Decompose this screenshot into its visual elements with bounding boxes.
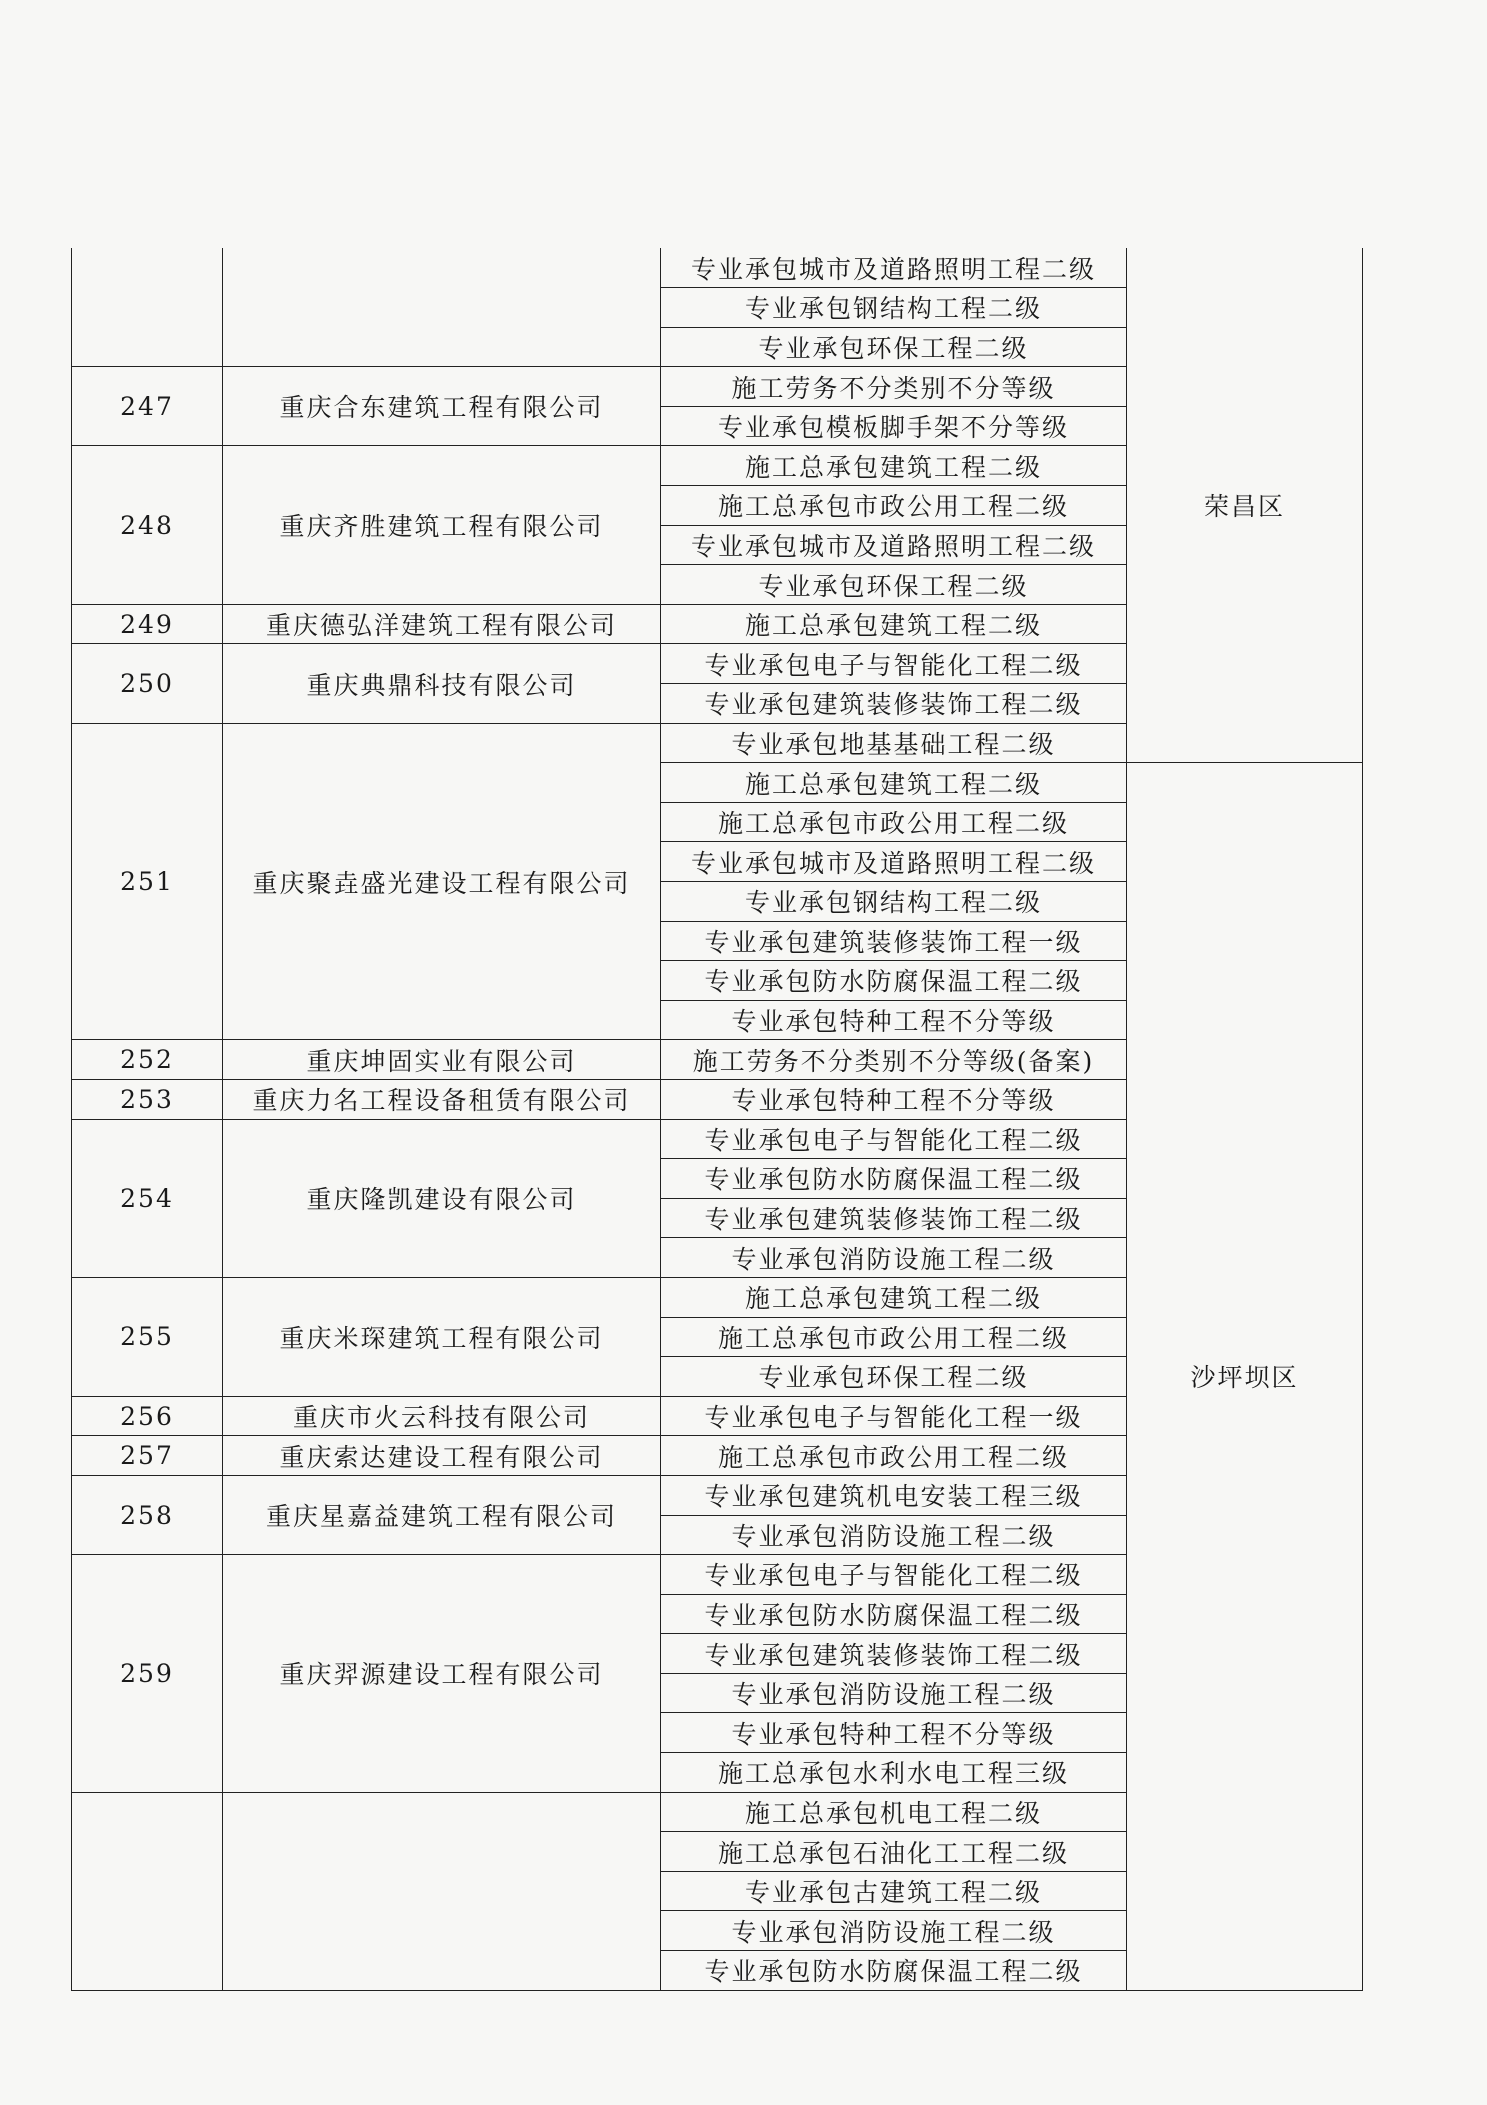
qualification-cell: 专业承包防水防腐保温工程二级 bbox=[661, 1951, 1127, 1991]
company-name-cell: 重庆星嘉益建筑工程有限公司 bbox=[223, 1475, 661, 1554]
serial-number-cell: 247 bbox=[72, 367, 223, 446]
serial-number-cell: 256 bbox=[72, 1396, 223, 1436]
qualification-cell: 专业承包特种工程不分等级 bbox=[661, 1713, 1127, 1753]
qualification-cell: 专业承包建筑装修装饰工程一级 bbox=[661, 921, 1127, 961]
serial-number-cell: 259 bbox=[72, 1555, 223, 1793]
qualification-cell: 专业承包建筑装修装饰工程二级 bbox=[661, 1634, 1127, 1674]
qualification-cell: 专业承包建筑装修装饰工程二级 bbox=[661, 1198, 1127, 1238]
company-name-cell: 重庆力名工程设备租赁有限公司 bbox=[223, 1079, 661, 1119]
qualification-cell: 专业承包电子与智能化工程一级 bbox=[661, 1396, 1127, 1436]
qualification-cell: 专业承包城市及道路照明工程二级 bbox=[661, 248, 1127, 288]
qualification-cell: 专业承包防水防腐保温工程二级 bbox=[661, 1159, 1127, 1199]
serial-number-cell: 253 bbox=[72, 1079, 223, 1119]
qualification-cell: 专业承包环保工程二级 bbox=[661, 327, 1127, 367]
serial-number-cell: 254 bbox=[72, 1119, 223, 1277]
district-cell: 荣昌区 bbox=[1127, 248, 1363, 763]
company-name-cell: 重庆合东建筑工程有限公司 bbox=[223, 367, 661, 446]
qualification-cell: 施工总承包建筑工程二级 bbox=[661, 763, 1127, 803]
qualification-cell: 专业承包消防设施工程二级 bbox=[661, 1515, 1127, 1555]
district-cell: 沙坪坝区 bbox=[1127, 763, 1363, 1990]
qualification-cell: 专业承包消防设施工程二级 bbox=[661, 1911, 1127, 1951]
table-body bbox=[72, 248, 1363, 1990]
qualification-cell: 施工总承包水利水电工程三级 bbox=[661, 1753, 1127, 1793]
qualification-cell: 施工总承包机电工程二级 bbox=[661, 1792, 1127, 1832]
serial-number-cell: 258 bbox=[72, 1475, 223, 1554]
company-name-cell: 重庆坤固实业有限公司 bbox=[223, 1040, 661, 1080]
qualification-cell: 专业承包钢结构工程二级 bbox=[661, 882, 1127, 922]
qualification-cell: 专业承包消防设施工程二级 bbox=[661, 1673, 1127, 1713]
qualification-cell: 专业承包电子与智能化工程二级 bbox=[661, 1555, 1127, 1595]
company-name-cell: 重庆市火云科技有限公司 bbox=[223, 1396, 661, 1436]
table-row bbox=[72, 248, 1363, 288]
serial-number-cell: 257 bbox=[72, 1436, 223, 1476]
company-name-cell: 重庆德弘洋建筑工程有限公司 bbox=[223, 604, 661, 644]
qualification-cell: 施工总承包建筑工程二级 bbox=[661, 1277, 1127, 1317]
serial-number-cell: 250 bbox=[72, 644, 223, 723]
company-name-cell: 重庆典鼎科技有限公司 bbox=[223, 644, 661, 723]
serial-number-cell: 255 bbox=[72, 1277, 223, 1396]
qualification-cell: 施工总承包市政公用工程二级 bbox=[661, 1436, 1127, 1476]
company-name-cell: 重庆齐胜建筑工程有限公司 bbox=[223, 446, 661, 604]
qualification-cell: 专业承包地基基础工程二级 bbox=[661, 723, 1127, 763]
serial-number-cell bbox=[72, 1792, 223, 1990]
qualification-cell: 施工总承包市政公用工程二级 bbox=[661, 1317, 1127, 1357]
company-name-cell: 重庆隆凯建设有限公司 bbox=[223, 1119, 661, 1277]
qualification-cell: 专业承包城市及道路照明工程二级 bbox=[661, 525, 1127, 565]
qualification-cell: 专业承包模板脚手架不分等级 bbox=[661, 406, 1127, 446]
qualification-cell: 专业承包特种工程不分等级 bbox=[661, 1000, 1127, 1040]
qualification-cell: 专业承包建筑装修装饰工程二级 bbox=[661, 684, 1127, 724]
qualification-cell: 施工劳务不分类别不分等级(备案) bbox=[661, 1040, 1127, 1080]
qualification-cell: 专业承包防水防腐保温工程二级 bbox=[661, 961, 1127, 1001]
qualification-cell: 专业承包防水防腐保温工程二级 bbox=[661, 1594, 1127, 1634]
qualification-cell: 专业承包特种工程不分等级 bbox=[661, 1079, 1127, 1119]
company-name-cell: 重庆索达建设工程有限公司 bbox=[223, 1436, 661, 1476]
qualification-cell: 施工劳务不分类别不分等级 bbox=[661, 367, 1127, 407]
serial-number-cell bbox=[72, 248, 223, 367]
qualification-cell: 施工总承包市政公用工程二级 bbox=[661, 802, 1127, 842]
qualification-cell: 专业承包钢结构工程二级 bbox=[661, 288, 1127, 328]
serial-number-cell: 252 bbox=[72, 1040, 223, 1080]
company-name-cell: 重庆聚垚盛光建设工程有限公司 bbox=[223, 723, 661, 1040]
company-name-cell: 重庆羿源建设工程有限公司 bbox=[223, 1555, 661, 1793]
qualification-cell: 施工总承包建筑工程二级 bbox=[661, 604, 1127, 644]
qualification-cell: 专业承包电子与智能化工程二级 bbox=[661, 1119, 1127, 1159]
qualification-cell: 施工总承包建筑工程二级 bbox=[661, 446, 1127, 486]
qualification-cell: 专业承包消防设施工程二级 bbox=[661, 1238, 1127, 1278]
qualification-cell: 施工总承包市政公用工程二级 bbox=[661, 486, 1127, 526]
company-name-cell: 重庆米琛建筑工程有限公司 bbox=[223, 1277, 661, 1396]
serial-number-cell: 251 bbox=[72, 723, 223, 1040]
qualification-cell: 专业承包古建筑工程二级 bbox=[661, 1871, 1127, 1911]
qualification-cell: 专业承包城市及道路照明工程二级 bbox=[661, 842, 1127, 882]
qualification-cell: 专业承包电子与智能化工程二级 bbox=[661, 644, 1127, 684]
company-name-cell bbox=[223, 248, 661, 367]
qualification-cell: 专业承包环保工程二级 bbox=[661, 565, 1127, 605]
company-name-cell bbox=[223, 1792, 661, 1990]
qualification-cell: 专业承包建筑机电安装工程三级 bbox=[661, 1475, 1127, 1515]
qualification-cell: 专业承包环保工程二级 bbox=[661, 1357, 1127, 1397]
qualification-table bbox=[71, 248, 1363, 1991]
serial-number-cell: 249 bbox=[72, 604, 223, 644]
qualification-cell: 施工总承包石油化工工程二级 bbox=[661, 1832, 1127, 1872]
serial-number-cell: 248 bbox=[72, 446, 223, 604]
